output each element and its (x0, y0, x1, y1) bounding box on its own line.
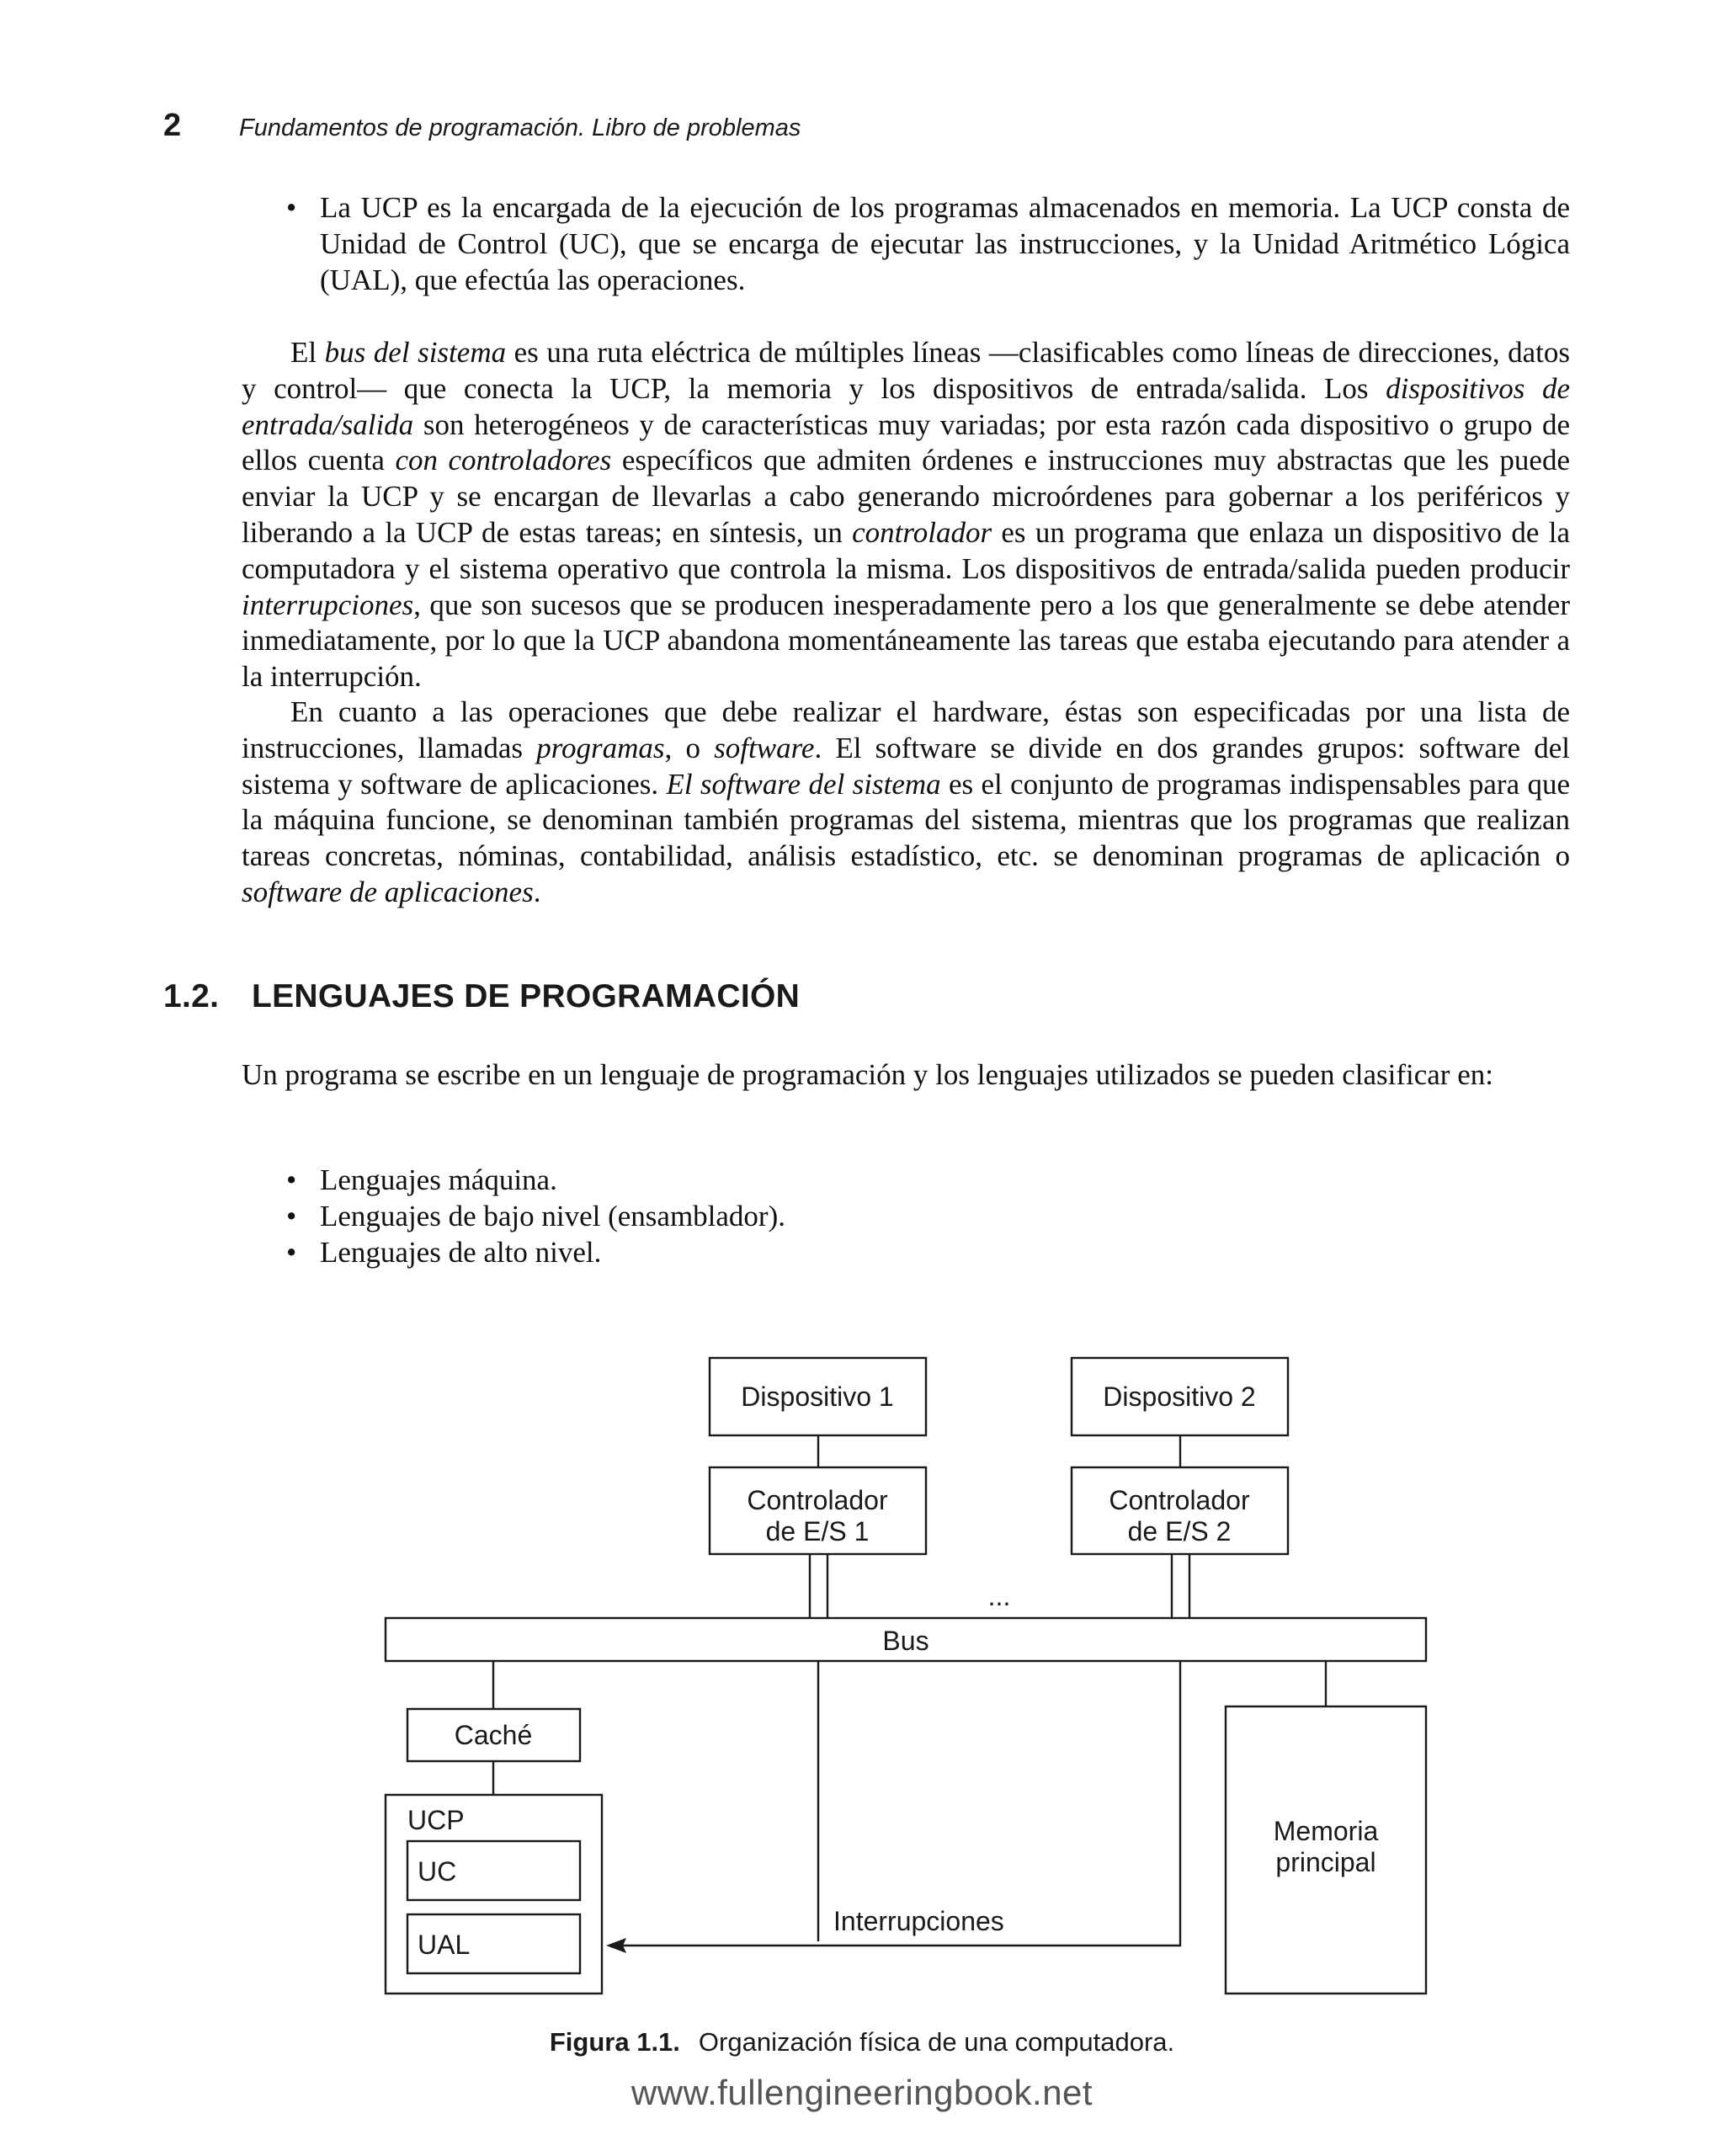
device-2-label: Dispositivo 2 (1103, 1381, 1256, 1412)
bullet-item-high-level: • Lenguajes de alto nivel. (286, 1235, 1570, 1271)
main-memory-label-line-2: principal (1275, 1847, 1376, 1877)
figure-caption-text: Organización física de una computadora. (698, 2027, 1175, 2057)
control-unit-label: UC (418, 1856, 457, 1887)
bullet-item-machine: • Lenguajes máquina. (286, 1163, 1570, 1199)
bullet-item-ucp: • La UCP es la encargada de la ejecución de los programas almacenados en memoria. La UCP consta de Unidad de Control (UC), que se encarga de ejecutar las instrucciones, y la Unidad Aritmético Lógica (UAL), que efectúa las operaciones. (286, 190, 1570, 298)
more-controllers-ellipsis: ... (987, 1581, 1011, 1611)
alu-label: UAL (418, 1930, 471, 1960)
text-run: , o (664, 731, 715, 764)
page-number: 2 (163, 108, 182, 143)
italic-term: bus del sistema (324, 336, 507, 369)
italic-term: controlador (852, 515, 992, 549)
cache-label: Caché (454, 1720, 533, 1750)
controller-1-label-line-1: Controlador (747, 1485, 888, 1515)
figure-caption-label: Figura 1.1. (549, 2027, 680, 2057)
bus-paragraph (242, 335, 1570, 695)
bus-label: Bus (882, 1626, 929, 1656)
figure-caption (0, 2027, 1724, 2058)
hardware-paragraph (242, 695, 1570, 911)
text-run: , que son sucesos que se producen inesperadamente pero a los que generalmente se debe atender inmediatamente, por lo que la UCP abandona momentáneamente las tareas que estaba ejecutando para atender a la interrupción. (242, 588, 1570, 694)
text-run: es una ruta eléctrica de múltiples líneas —clasificables como líneas de direcciones, datos y control— que conecta la UCP, la memoria y los dispositivos de entrada/salida. Los (242, 336, 1570, 405)
interrupts-label: Interrupciones (833, 1906, 1004, 1936)
text-run: es un programa que enlaza un dispositivo de la computadora y el sistema operativo que controla la misma. Los dispositivos de entrada/salida pueden producir (242, 515, 1570, 585)
text-run: específicos que admiten órdenes e instrucciones muy abstractas que les puede enviar la UCP y se encargan de llevarlas a cabo generando microórdenes para gobernar a los periféricos y liberando a la UCP de estas tareas; en síntesis, un (242, 444, 1570, 549)
italic-term: interrupciones (242, 588, 414, 621)
text-run: . El software se divide en dos grandes grupos: software del sistema y software de aplicaciones. (242, 731, 1570, 801)
italic-term: dispositivos de entrada/salida (242, 371, 1571, 441)
text-run: El (290, 336, 325, 369)
section-number: 1.2. (163, 978, 220, 1014)
bullet-item-low-level: • Lenguajes de bajo nivel (ensamblador). (286, 1199, 1570, 1235)
page-header (163, 108, 801, 150)
intro-paragraph: Un programa se escribe en un lenguaje de programación y los lenguajes utilizados se pueden clasificar en: (242, 1058, 1493, 1091)
hardware-bullet-list (286, 190, 1570, 298)
section-heading (163, 978, 800, 1015)
text-run: En cuanto a las operaciones que debe realizar el hardware, éstas son especificadas por una lista de instrucciones, llamadas (242, 695, 1570, 764)
italic-term: con controladores (395, 444, 612, 477)
main-memory-label-line-1: Memoria (1273, 1816, 1379, 1846)
italic-term: El software del sistema (666, 767, 941, 801)
running-title: Fundamentos de programación. Libro de problemas (239, 114, 801, 141)
section-title: LENGUAJES DE PROGRAMACIÓN (252, 978, 801, 1014)
controller-2-label-line-1: Controlador (1109, 1485, 1250, 1515)
controller-1-label-line-2: de E/S 1 (765, 1516, 870, 1546)
interrupt-line (616, 1661, 1180, 1946)
text-run: . (533, 875, 541, 908)
controller-2-label-line-2: de E/S 2 (1127, 1516, 1232, 1546)
text-run: son heterogéneos y de características muy variadas; por esta razón cada dispositivo o grupo de ellos cuenta (242, 407, 1570, 477)
device-1-label: Dispositivo 1 (741, 1381, 894, 1412)
cpu-label: UCP (407, 1805, 465, 1835)
watermark-url: www.fullengineeringbook.net (631, 2073, 1093, 2112)
language-bullet-list (286, 1163, 1570, 1270)
italic-term: software de aplicaciones (242, 875, 534, 908)
italic-term: software (714, 731, 815, 764)
text-run: es el conjunto de programas indispensables para que la máquina funcione, se denominan también programas del sistema, mientras que los programas que realizan tareas concretas, nóminas, contabilidad, análisis estadístico, etc. se denominan programas de aplicación o (242, 767, 1571, 873)
computer-organization-diagram (0, 1339, 1724, 2012)
italic-term: programas (536, 731, 665, 764)
